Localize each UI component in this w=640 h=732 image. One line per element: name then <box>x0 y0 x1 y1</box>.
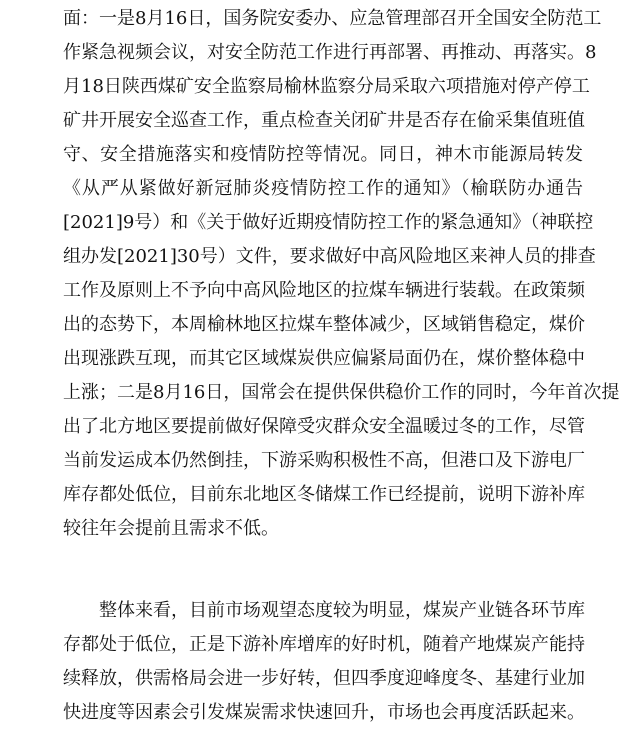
paragraph-1-line-10: 出的态势下，本周榆林地区拉煤车整体减少，区域销售稳定，煤价 <box>63 314 585 335</box>
paragraph-1-line-16: 较往年会提前且需求不低。 <box>63 518 279 539</box>
paragraph-1-line-11: 出现涨跌互现，而其它区域煤炭供应偏紧局面仍在，煤价整体稳中 <box>63 348 585 369</box>
paragraph-2-line-3: 续释放，供需格局会进一步好转，但四季度迎峰度冬、基建行业加 <box>63 668 585 689</box>
paragraph-1-line-12: 上涨；二是8月16日，国常会在提供保供稳价工作的同时，今年首次提 <box>63 382 620 403</box>
paragraph-1-line-7: [2021]9号）和《关于做好近期疫情防控工作的紧急通知》（神联控 <box>63 212 594 233</box>
paragraph-1-line-2: 作紧急视频会议，对安全防范工作进行再部署、再推动、再落实。8 <box>63 42 597 63</box>
paragraph-1-line-14: 当前发运成本仍然倒挂，下游采购积极性不高，但港口及下游电厂 <box>63 450 585 471</box>
paragraph-1-line-5: 守、安全措施落实和疫情防控等情况。同日，神木市能源局转发 <box>63 144 583 165</box>
paragraph-1-line-6: 《从严从紧做好新冠肺炎疫情防控工作的通知》（榆联防办通告 <box>63 178 583 199</box>
paragraph-1-line-9: 工作及原则上不予向中高风险地区的拉煤车辆进行装载。在政策频 <box>63 280 585 301</box>
paragraph-1-line-1: 面：一是8月16日，国务院安委办、应急管理部召开全国安全防范工 <box>63 8 602 29</box>
paragraph-1-line-4: 矿井开展安全巡查工作，重点检查关闭矿井是否存在偷采集值班值 <box>63 110 585 131</box>
paragraph-1-line-3: 月18日陕西煤矿安全监察局榆林监察分局采取六项措施对停产停工 <box>63 76 590 97</box>
paragraph-2-line-1: 整体来看，目前市场观望态度较为明显，煤炭产业链各环节库 <box>99 600 585 621</box>
paragraph-1-line-13: 出了北方地区要提前做好保障受灾群众安全温暖过冬的工作，尽管 <box>63 416 585 437</box>
paragraph-1-line-15: 库存都处低位，目前东北地区冬储煤工作已经提前，说明下游补库 <box>63 484 585 505</box>
paragraph-2-line-2: 存都处于低位，正是下游补库增库的好时机，随着产地煤炭产能持 <box>63 634 585 655</box>
paragraph-2-line-4: 快进度等因素会引发煤炭需求快速回升，市场也会再度活跃起来。 <box>63 702 585 723</box>
paragraph-1-line-8: 组办发[2021]30号）文件，要求做好中高风险地区来神人员的排查 <box>63 246 596 267</box>
